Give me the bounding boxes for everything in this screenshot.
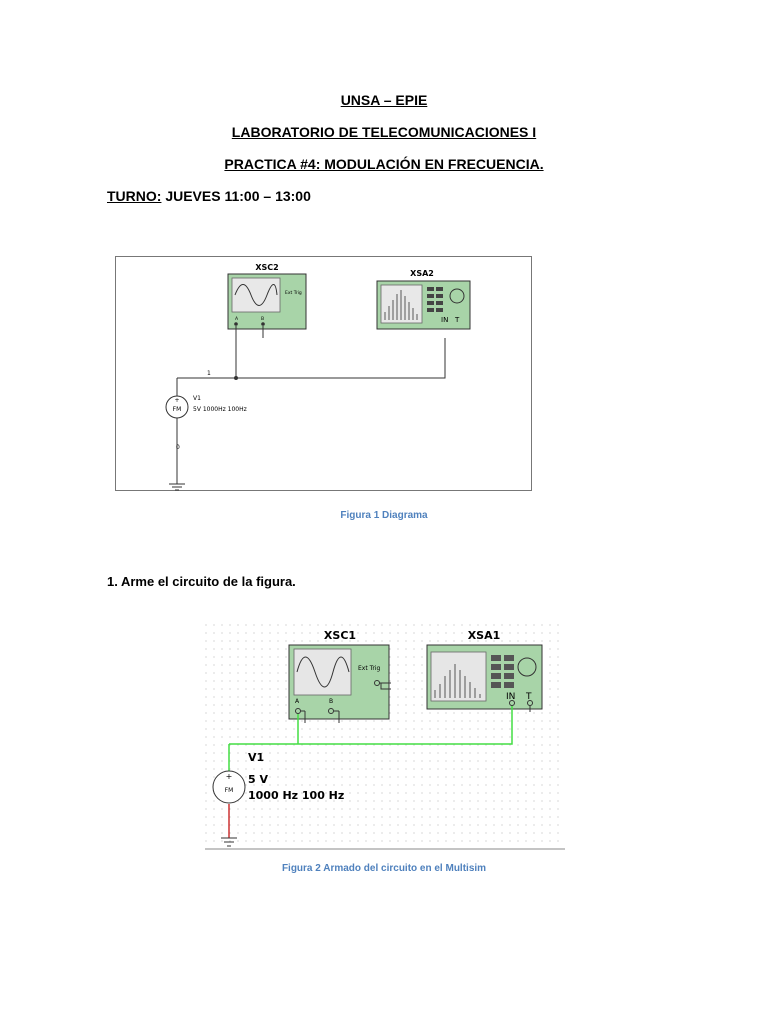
source-name: V1	[193, 395, 201, 402]
source-params: 5V 1000Hz 100Hz	[193, 406, 247, 413]
ext-trig-label: Ext Trig	[358, 665, 381, 672]
practice-title: PRACTICA #4: MODULACIÓN EN FRECUENCIA.	[224, 156, 544, 172]
plus-sign: +	[225, 772, 233, 781]
figure-2-caption: Figura 2 Armado del circuito en el Multisim	[281, 863, 487, 874]
channel-b-label: B	[329, 698, 334, 705]
t-label: T	[526, 692, 532, 702]
channel-a-label: A	[295, 698, 300, 705]
figure-2-multisim	[205, 624, 565, 850]
node-0-label: 0	[176, 444, 180, 451]
fm-symbol: FM	[172, 406, 182, 413]
oscilloscope-label: XSC2	[255, 263, 279, 272]
schedule-value: JUEVES 11:00 – 13:00	[161, 188, 311, 204]
in-label: IN	[506, 692, 516, 702]
plus-sign: +	[174, 397, 180, 404]
schedule-label: TURNO:	[107, 188, 162, 204]
document-title: UNSA – EPIE	[340, 92, 428, 108]
source-frequency: 1000 Hz 100 Hz	[248, 789, 345, 802]
node-1-label: 1	[207, 370, 211, 377]
channel-b-label: B	[261, 317, 265, 322]
instruction-step-1: 1. Arme el circuito de la figura.	[107, 574, 296, 589]
figure-1-diagram	[115, 256, 532, 491]
analyzer-label: XSA2	[410, 269, 434, 278]
fm-symbol: FM	[224, 787, 234, 794]
schedule-line	[107, 188, 311, 204]
lab-title: LABORATORIO DE TELECOMUNICACIONES I	[231, 124, 537, 140]
figure-1-caption: Figura 1 Diagrama	[340, 510, 428, 521]
source-voltage: 5 V	[248, 773, 268, 786]
channel-a-label: A	[235, 317, 239, 322]
source-name: V1	[248, 751, 265, 764]
oscilloscope-label: XSC1	[323, 629, 357, 642]
in-label: IN	[441, 316, 449, 324]
ext-trig-label: Ext Trig	[285, 291, 302, 296]
analyzer-label: XSA1	[467, 629, 501, 642]
t-label: T	[455, 316, 460, 324]
